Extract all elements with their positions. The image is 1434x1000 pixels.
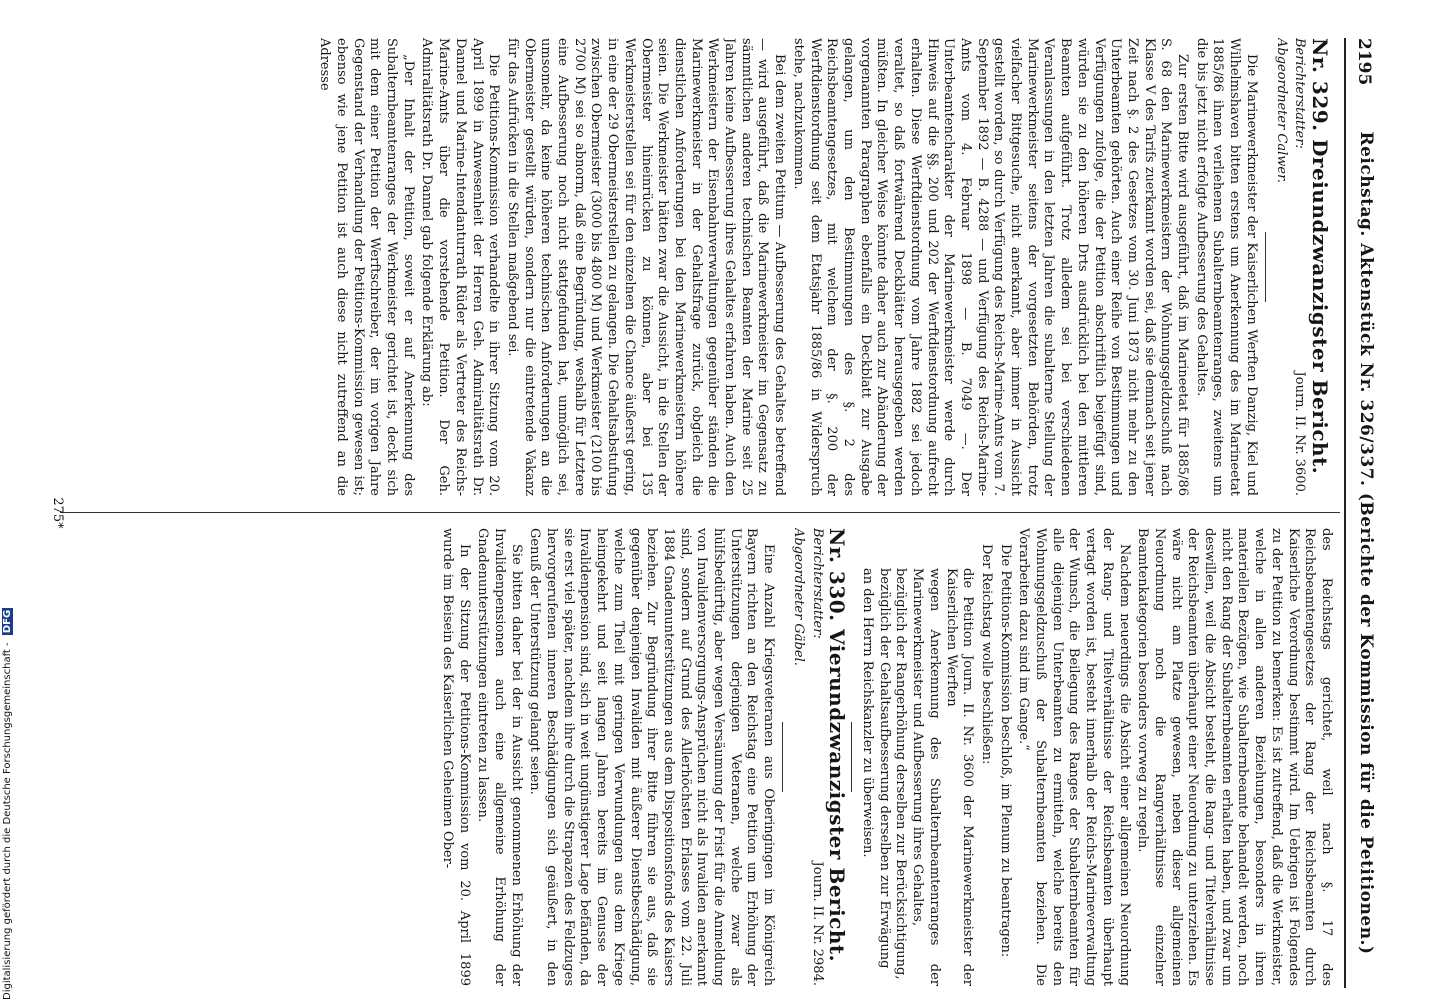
resolution-line: an den Herrn Reichskanzler zu überweisen. <box>860 568 876 858</box>
paragraph: „Der Inhalt der Petition, soweit er auf Anerkennung des Subalternbeamtenranges der Werkmeister gerichtet ist, deckt sich mit dem einer Petition der Werftschreiber, der im vorigen Jahre Gegenstand der Verhandlung der Petitions-Kommission gewesen ist; ebenso wie jene Petition ist auch diese nicht zutreffend an die Adresse <box>317 38 416 496</box>
page-number: 2195 <box>1354 38 1374 86</box>
section-rule <box>782 722 783 792</box>
journal-number: Journ. II. Nr. 3600. <box>1292 371 1308 496</box>
digitization-credit-text: Digitalisierung gefördert durch die Deutsche Forschungsgemeinschaft - <box>2 642 13 1000</box>
report-meta-329 <box>1291 38 1308 496</box>
paragraph: des Reichstags gerichtet, weil nach §. 17 des Reichsbeamtengesetzes der Rang der Reichsbeamten durch Kaiserliche Verordnung bestimmt wird. Im Uebrigen ist Folgendes zu der Petition zu bemerken: Es ist zutreffend, daß die Werkmeister, welche in allen anderen Beziehungen, besonders in ihren materiellen Bezügen, wie Subalternbeamte behandelt werden, noch nicht den Rang der Subalternbeamten erhalten haben, und zwar um deswillen, weil die Absicht besteht, die Rang- und Titelverhältnisse der Reichsbeamten überhaupt einer Neuordnung zu unterziehen. Es wäre nicht am Platze gewesen, neben dieser allgemeinen Neuordnung noch die Rangverhältnisse einzelner Beamtenkategorien besonders vorweg zu regeln. <box>1135 528 1334 986</box>
paragraph: Sie bitten daher bei der in Aussicht genommenen Erhöhung der Invalidenpensionen auch eine allgemeine Erhöhung der Gnadenunterstützungen eintreten zu lassen. <box>475 528 524 986</box>
section-rule <box>851 722 852 792</box>
header-rule <box>1344 38 1346 988</box>
paragraph: In der Sitzung der Petitions-Kommission vom 20. April 1899 wurde im Beisein des Kaiserlichen Geheimen Ober- <box>439 528 472 986</box>
left-column <box>64 38 1334 496</box>
paragraph: Bei dem zweiten Petitum — Aufbesserung des Gehaltes betreffend — wird ausgeführt, daß die Marinewerkmeister im Gegensatz zu sämmtlichen anderen technischen Beamten der Marine seit 25 Jahren keine Aufbesserung ihres Gehaltes erfahren haben. Auch den Werkmeistern der Eisenbahnverwaltungen gegenüber ständen die Marinewerkmeister in der Gehaltsfrage zurück, obgleich die dienstlichen Anforderungen bei den Marinewerkmeistern höhere seien. Die Werkmeister hätten zwar die Aussicht, in die Stellen der Obermeister hineinrücken zu können, aber bei 135 Werkmeisterstellen sei für den einzelnen die Chance äußerst gering, in eine der 29 Obermeisterstellen zu gelangen. Die Gehaltsabstufung zwischen Obermeister (3000 bis 4800 M) und Werkmeister (2100 bis 2700 M) sei so abnorm, daß eine Begründung, weshalb für Letztere eine Aufbesserung noch nicht stattgefunden hat, unmöglich sei, umsomehr, da keine höheren technischen Anforderungen an die Obermeister gestellt würden, sondern nur die eintretende Vakanz für das Aufrücken in die Stellen maßgebend sei. <box>504 38 788 496</box>
paragraph: Nachdem neuerdings die Absicht einer allgemeinen Neuordnung der Rang- und Titelverhältnisse der Reichsbeamten überhaupt vertagt worden ist, besteht innerhalb der Reichs-Marineverwaltung der Wunsch, die Beilegung des Ranges der Subalternbeamten für alle diejenigen Unterbeamten zu ermitteln, welche bereits den Wohnungsgeldzuschuß der Subalternbeamten beziehen. Die Vorarbeiten dazu sind im Gange.“ <box>1016 528 1132 986</box>
paragraph: Die Petitions-Kommission verhandelte in ihrer Sitzung vom 20. April 1899 in Anwesenheit der Herren Geh. Admiralitätsrath Dr. Dannel und Marine-Intendanturrath Rüder als Vertreter des Reichs-Marine-Amts über die vorstehende Petition. Der Geh. Admiralitätsrath Dr. Dannel gab folgende Erklärung ab: <box>419 38 502 496</box>
column-divider <box>60 512 1340 513</box>
paragraph: Die Petitions-Kommission beschloß, im Plenum zu beantragen: <box>997 544 1013 958</box>
paragraph: Die Marinewerkmeister der Kaiserlichen Werften Danzig, Kiel und Wilhelmshaven bitten erstens um Anerkennung des im Marineetat 1885/86 ihnen verliehenen Subalternbeamtenranges, zweitens um die bis jetzt nicht erfolgte Aufbesserung des Gehaltes. <box>1193 38 1259 496</box>
report-heading-330: Nr. 330. Vierundzwanzigster Bericht. <box>825 528 850 963</box>
reporter-row <box>789 528 806 986</box>
paragraph: Zur ersten Bitte wird ausgeführt, daß im Marineetat für 1885/86 S. 68 den Marinewerkmeistern der Wohnungsgeldzuschuß nach Klasse V des Tarifs zuerkannt worden sei, daß sie demnach seit jener Zeit nach §. 2 des Gesetzes vom 30. Juni 1873 nicht mehr zu den Unterbeamten gehörten. Auch einer Reihe von Bestimmungen und Verfügungen zufolge, die der Petition abschriftlich beigefügt sind, würden sie zu den höheren Drts ausdrücklich bei den mittleren Beamten aufgeführt. Trotz alledem sei bei verschiedenen Veranlassungen in den letzten Jahren die subalterne Stellung der Marinewerkmeister seitens der vorgesetzten Behörden, trotz vielfacher Bittgesuche, nicht anerkannt, aber immer in Aussicht gestellt worden, so durch Verfügung des Reichs-Marine-Amts vom 7. September 1892 — B. 4288 — und Verfügung des Reichs-Marine-Amts vom 4. Februar 1898 — B. 7049 —. Der Unterbeamtencharakter der Marinewerkmeister werde durch Hinweis auf die §§. 200 und 202 der Werftdienstordnung aufrecht erhalten. Diese Werftdienstordnung vom Jahre 1882 sei jedoch veraltet, so daß fortwährend Deckblätter herausgegeben werden müßten. In gleicher Weise könnte daher auch zur Abänderung der vorgenannten Paragraphen ebenfalls ein Deckblatt zur Ausgabe gelangen, um den Bestimmungen des §. 2 des Reichsbeamtengesetzes, mit welchem der §. 200 der Werftdienstordnung seit dem Etatsjahr 1885/86 in Widerspruch stehe, nachzukommen. <box>790 38 1191 496</box>
running-title: Reichstag. Aktenstück Nr. 326/337. (Berichte der Kommission für die Petitionen.) <box>1356 131 1376 955</box>
section-rule <box>1265 232 1266 302</box>
report-heading-329: Nr. 329. Dreiundzwanzigster Bericht. <box>1308 38 1332 475</box>
journal-number: Journ. II. Nr. 2984. <box>809 861 825 986</box>
signature-mark: 275* <box>50 497 65 529</box>
resolution-block <box>858 528 975 986</box>
resolution-line: die Petition Journ. II. Nr. 3600 der Marinewerkmeister der Kaiserlichen Werften <box>943 568 976 986</box>
report-meta-330 <box>808 528 825 986</box>
dfg-logo: DFG <box>2 609 13 634</box>
resolution-line: wegen Anerkennung des Subalternbeamtenranges der Marinewerkmeister und Aufbesserung ihres Gehaltes, <box>910 568 942 986</box>
resolution-line: bezüglich der Gehaltsaufbesserung derselben zur Erwägung <box>876 568 892 969</box>
reporter-label: Berichterstatter: <box>1292 38 1308 149</box>
rotated-sheet <box>50 38 1380 988</box>
resolution-line: bezüglich der Rangerhöhung derselben zur Berücksichtigung, <box>893 568 909 980</box>
resolution-intro: Der Reichstag wolle beschließen: <box>978 544 994 765</box>
paragraph: Eine Anzahl Kriegsveteranen aus Oberingingen im Königreich Bayern richten an den Reichstag eine Petition um Erhöhung der Unterstützungen derjenigen Veteranen, welche zwar als hülfsbedürftig, aber wegen Versäumung der Frist für die Anmeldung von Invalidenversorgungs-Ansprüchen nicht als Invaliden anerkannt sind, sondern auf Grund des Allerhöchsten Erlasses vom 22. Juli 1884 Gnadenunterstützungen aus dem Dispositionsfonds des Kaisers beziehen. Zur Begründung ihrer Bitte führen sie aus, daß sie gegenüber denjenigen Invaliden mit äußerer Dienstbeschädigung, welche zum Theil mit geringen Verwundungen aus dem Kriege heimgekehrt und seit langen Jahren bereits im Genusse der Invalidenpension sind, sich in weit ungünstigerer Lage befänden, da sie erst viel später, nachdem ihre durch die Strapazen des Feldzuges hervorgerufenen inneren Beschädigungen sich geäußert, in den Genuß der Unterstützung gelangt seien. <box>527 528 777 986</box>
reporter-name: Abgeordneter Gäbel. <box>790 528 806 666</box>
right-column <box>64 528 1334 986</box>
digitization-credit <box>2 0 16 1000</box>
reporter-name: Abgeordneter Calwer. <box>1273 38 1289 184</box>
page-header <box>1346 38 1380 988</box>
reporter-row <box>1272 38 1289 496</box>
reporter-label: Berichterstatter: <box>809 528 825 639</box>
